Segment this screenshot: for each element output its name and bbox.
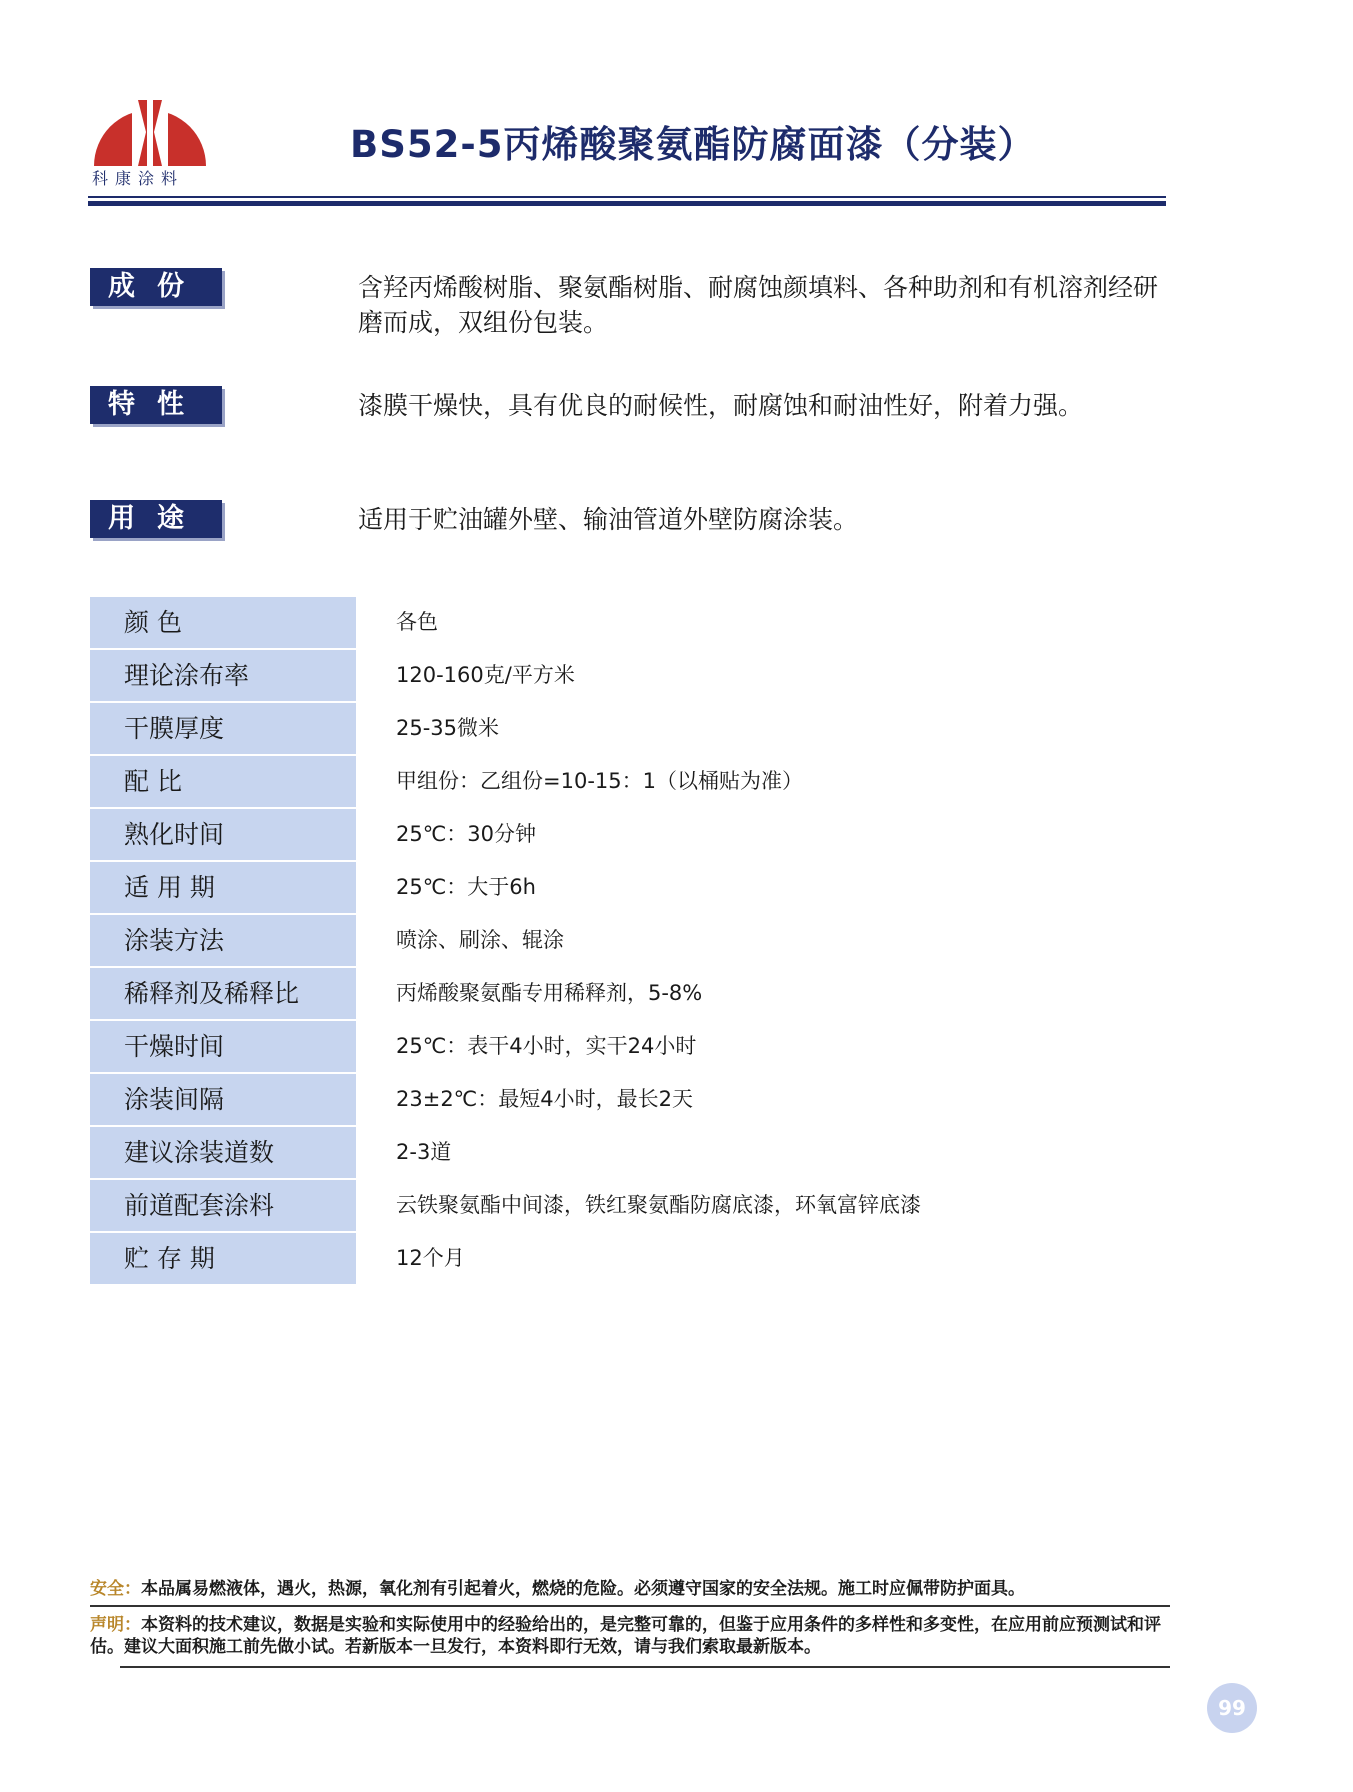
spec-key: 前道配套涂料 bbox=[90, 1180, 356, 1231]
safety-text: 本品属易燃液体，遇火，热源，氧化剂有引起着火，燃烧的危险。必须遵守国家的安全法规。施工时应佩带防护面具。 bbox=[141, 1579, 1025, 1599]
table-row bbox=[90, 862, 1090, 915]
statement-note bbox=[90, 1614, 1170, 1658]
spec-value: 各色 bbox=[396, 610, 438, 634]
section-text-features: 漆膜干燥快，具有优良的耐候性，耐腐蚀和耐油性好，附着力强。 bbox=[358, 391, 1084, 420]
spec-key: 配 比 bbox=[90, 756, 356, 807]
note-divider bbox=[90, 1605, 1170, 1607]
table-row bbox=[90, 1021, 1090, 1074]
table-row bbox=[90, 1127, 1090, 1180]
header-divider-thick bbox=[88, 201, 1166, 206]
spec-table bbox=[90, 597, 1090, 1286]
footer-divider bbox=[120, 1666, 1170, 1668]
safety-label: 安全： bbox=[90, 1579, 141, 1599]
section-label-composition: 成份 bbox=[90, 268, 222, 306]
spec-value: 25℃：大于6h bbox=[396, 875, 536, 899]
spec-value: 25℃：30分钟 bbox=[396, 822, 537, 846]
page-title: BS52-5丙烯酸聚氨酯防腐面漆（分装） bbox=[350, 123, 1036, 166]
section-text-composition: 含羟丙烯酸树脂、聚氨酯树脂、耐腐蚀颜填料、各种助剂和有机溶剂经研磨而成，双组份包装。 bbox=[358, 273, 1159, 337]
spec-value: 12个月 bbox=[396, 1246, 465, 1270]
table-row bbox=[90, 1180, 1090, 1233]
spec-value: 丙烯酸聚氨酯专用稀释剂，5-8% bbox=[396, 981, 703, 1005]
spec-key: 贮 存 期 bbox=[90, 1233, 356, 1284]
page-number: 99 bbox=[1207, 1683, 1257, 1733]
table-row bbox=[90, 809, 1090, 862]
spec-key: 适 用 期 bbox=[90, 862, 356, 913]
spec-value: 云铁聚氨酯中间漆，铁红聚氨酯防腐底漆，环氧富锌底漆 bbox=[396, 1193, 921, 1217]
section-label-features: 特性 bbox=[90, 386, 222, 424]
spec-key: 干燥时间 bbox=[90, 1021, 356, 1072]
logo-emblem-icon bbox=[88, 88, 212, 168]
section-text-usage: 适用于贮油罐外壁、输油管道外壁防腐涂装。 bbox=[358, 505, 859, 534]
safety-note bbox=[90, 1578, 1170, 1600]
statement-label: 声明： bbox=[90, 1615, 141, 1635]
table-row bbox=[90, 915, 1090, 968]
spec-value: 25-35微米 bbox=[396, 716, 500, 740]
statement-text: 本资料的技术建议，数据是实验和实际使用中的经验给出的，是完整可靠的，但鉴于应用条件的多样性和多变性，在应用前应预测试和评估。建议大面积施工前先做小试。若新版本一旦发行，本资料即行无效，请与我们索取最新版本。 bbox=[90, 1615, 1161, 1657]
table-row bbox=[90, 756, 1090, 809]
spec-key: 颜 色 bbox=[90, 597, 356, 648]
spec-key: 干膜厚度 bbox=[90, 703, 356, 754]
spec-value: 23±2℃：最短4小时，最长2天 bbox=[396, 1087, 693, 1111]
logo-text: 科康涂料 bbox=[92, 169, 185, 188]
spec-key: 熟化时间 bbox=[90, 809, 356, 860]
section-label-usage: 用途 bbox=[90, 500, 222, 538]
spec-key: 建议涂装道数 bbox=[90, 1127, 356, 1178]
spec-value: 120-160克/平方米 bbox=[396, 663, 575, 687]
table-row bbox=[90, 968, 1090, 1021]
spec-value: 甲组份：乙组份=10-15：1（以桶贴为准） bbox=[396, 769, 803, 793]
table-row bbox=[90, 703, 1090, 756]
spec-key: 稀释剂及稀释比 bbox=[90, 968, 356, 1019]
table-row bbox=[90, 597, 1090, 650]
header-divider bbox=[88, 196, 1166, 198]
spec-key: 涂装方法 bbox=[90, 915, 356, 966]
table-row bbox=[90, 650, 1090, 703]
spec-key: 理论涂布率 bbox=[90, 650, 356, 701]
table-row bbox=[90, 1233, 1090, 1286]
table-row bbox=[90, 1074, 1090, 1127]
spec-value: 喷涂、刷涂、辊涂 bbox=[396, 928, 564, 952]
spec-value: 2-3道 bbox=[396, 1140, 452, 1164]
spec-value: 25℃：表干4小时，实干24小时 bbox=[396, 1034, 697, 1058]
spec-key: 涂装间隔 bbox=[90, 1074, 356, 1125]
